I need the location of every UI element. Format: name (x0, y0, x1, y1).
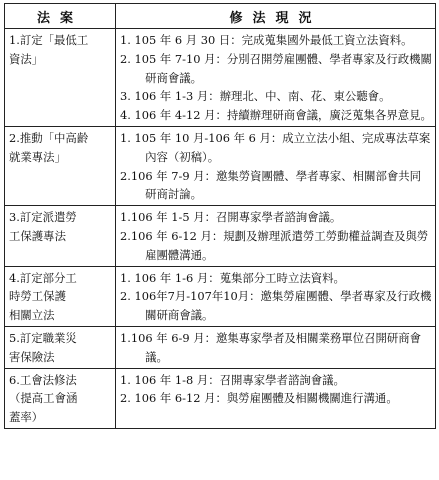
bill-name-cell: 6.工會法修法 （提高工會涵 蓋率） (5, 368, 116, 428)
table-row (5, 368, 436, 428)
status-item: 1. 105 年 6 月 30 日：完成蒐集國外最低工資立法資料。 (120, 33, 413, 47)
status-cell (116, 29, 436, 127)
table-row (5, 29, 436, 127)
status-list (120, 269, 432, 325)
status-item: 2. 106年7月-107年10月：邀集勞雇團體、學者專家及行政機關研商會議。 (120, 289, 432, 323)
status-item: 1. 106 年 1-8 月：召開專家學者諮詢會議。 (120, 372, 345, 387)
header-status: 修法現況 (116, 4, 436, 29)
status-item: 2.106 年 7-9 月：邀集勞資團體、學者專家、相關部會共同研商討論。 (120, 168, 422, 202)
table-row (5, 206, 436, 266)
status-item: 2. 106 年 6-12 月：與勞雇團體及相關機關進行溝通。 (120, 391, 398, 406)
status-cell (116, 326, 436, 368)
status-list (120, 371, 432, 409)
status-item: 1. 106 年 1-6 月：蒐集部分工時立法資料。 (120, 270, 345, 285)
status-item: 1.106 年 1-5 月：召開專家學者諮詢會議。 (120, 210, 342, 225)
bill-name-cell: 4.訂定部分工 時勞工保護 相關立法 (5, 266, 116, 326)
status-list (120, 329, 432, 367)
legislation-status-table (4, 3, 436, 429)
table-body (5, 29, 436, 429)
status-cell (116, 266, 436, 326)
bill-name-cell: 3.訂定派遣勞 工保護專法 (5, 206, 116, 266)
bill-name-cell: 1.訂定「最低工 資法」 (5, 29, 116, 127)
table-header-row (5, 4, 436, 29)
status-item: 2. 105 年 7-10 月：分別召開勞雇團體、學者專家及行政機關研商會議。 (120, 51, 432, 85)
bill-name-cell: 5.訂定職業災 害保險法 (5, 326, 116, 368)
header-bill: 法案 (5, 4, 116, 29)
table-row (5, 266, 436, 326)
status-cell (116, 126, 436, 205)
status-item: 4. 106 年 4-12 月：持續辦理研商會議，廣泛蒐集各界意見。 (120, 108, 432, 123)
status-cell (116, 206, 436, 266)
status-list (120, 129, 432, 204)
status-list (120, 208, 432, 264)
status-item: 2.106 年 6-12 月：規劃及辦理派遣勞工勞動權益調查及與勞雇團體溝通。 (120, 228, 429, 262)
bill-name-cell: 2.推動「中高齡 就業專法」 (5, 126, 116, 205)
status-cell (116, 368, 436, 428)
table-row (5, 326, 436, 368)
status-list (120, 31, 432, 125)
table-row (5, 126, 436, 205)
status-item: 1. 105 年 10 月-106 年 6 月：成立立法小組、完成專法草案內容（初稿）。 (120, 130, 431, 164)
status-item: 3. 106 年 1-3 月：辦理北、中、南、花、東公聽會。 (120, 89, 391, 104)
status-item: 1.106 年 6-9 月：邀集專家學者及相關業務單位召開研商會議。 (120, 330, 422, 364)
